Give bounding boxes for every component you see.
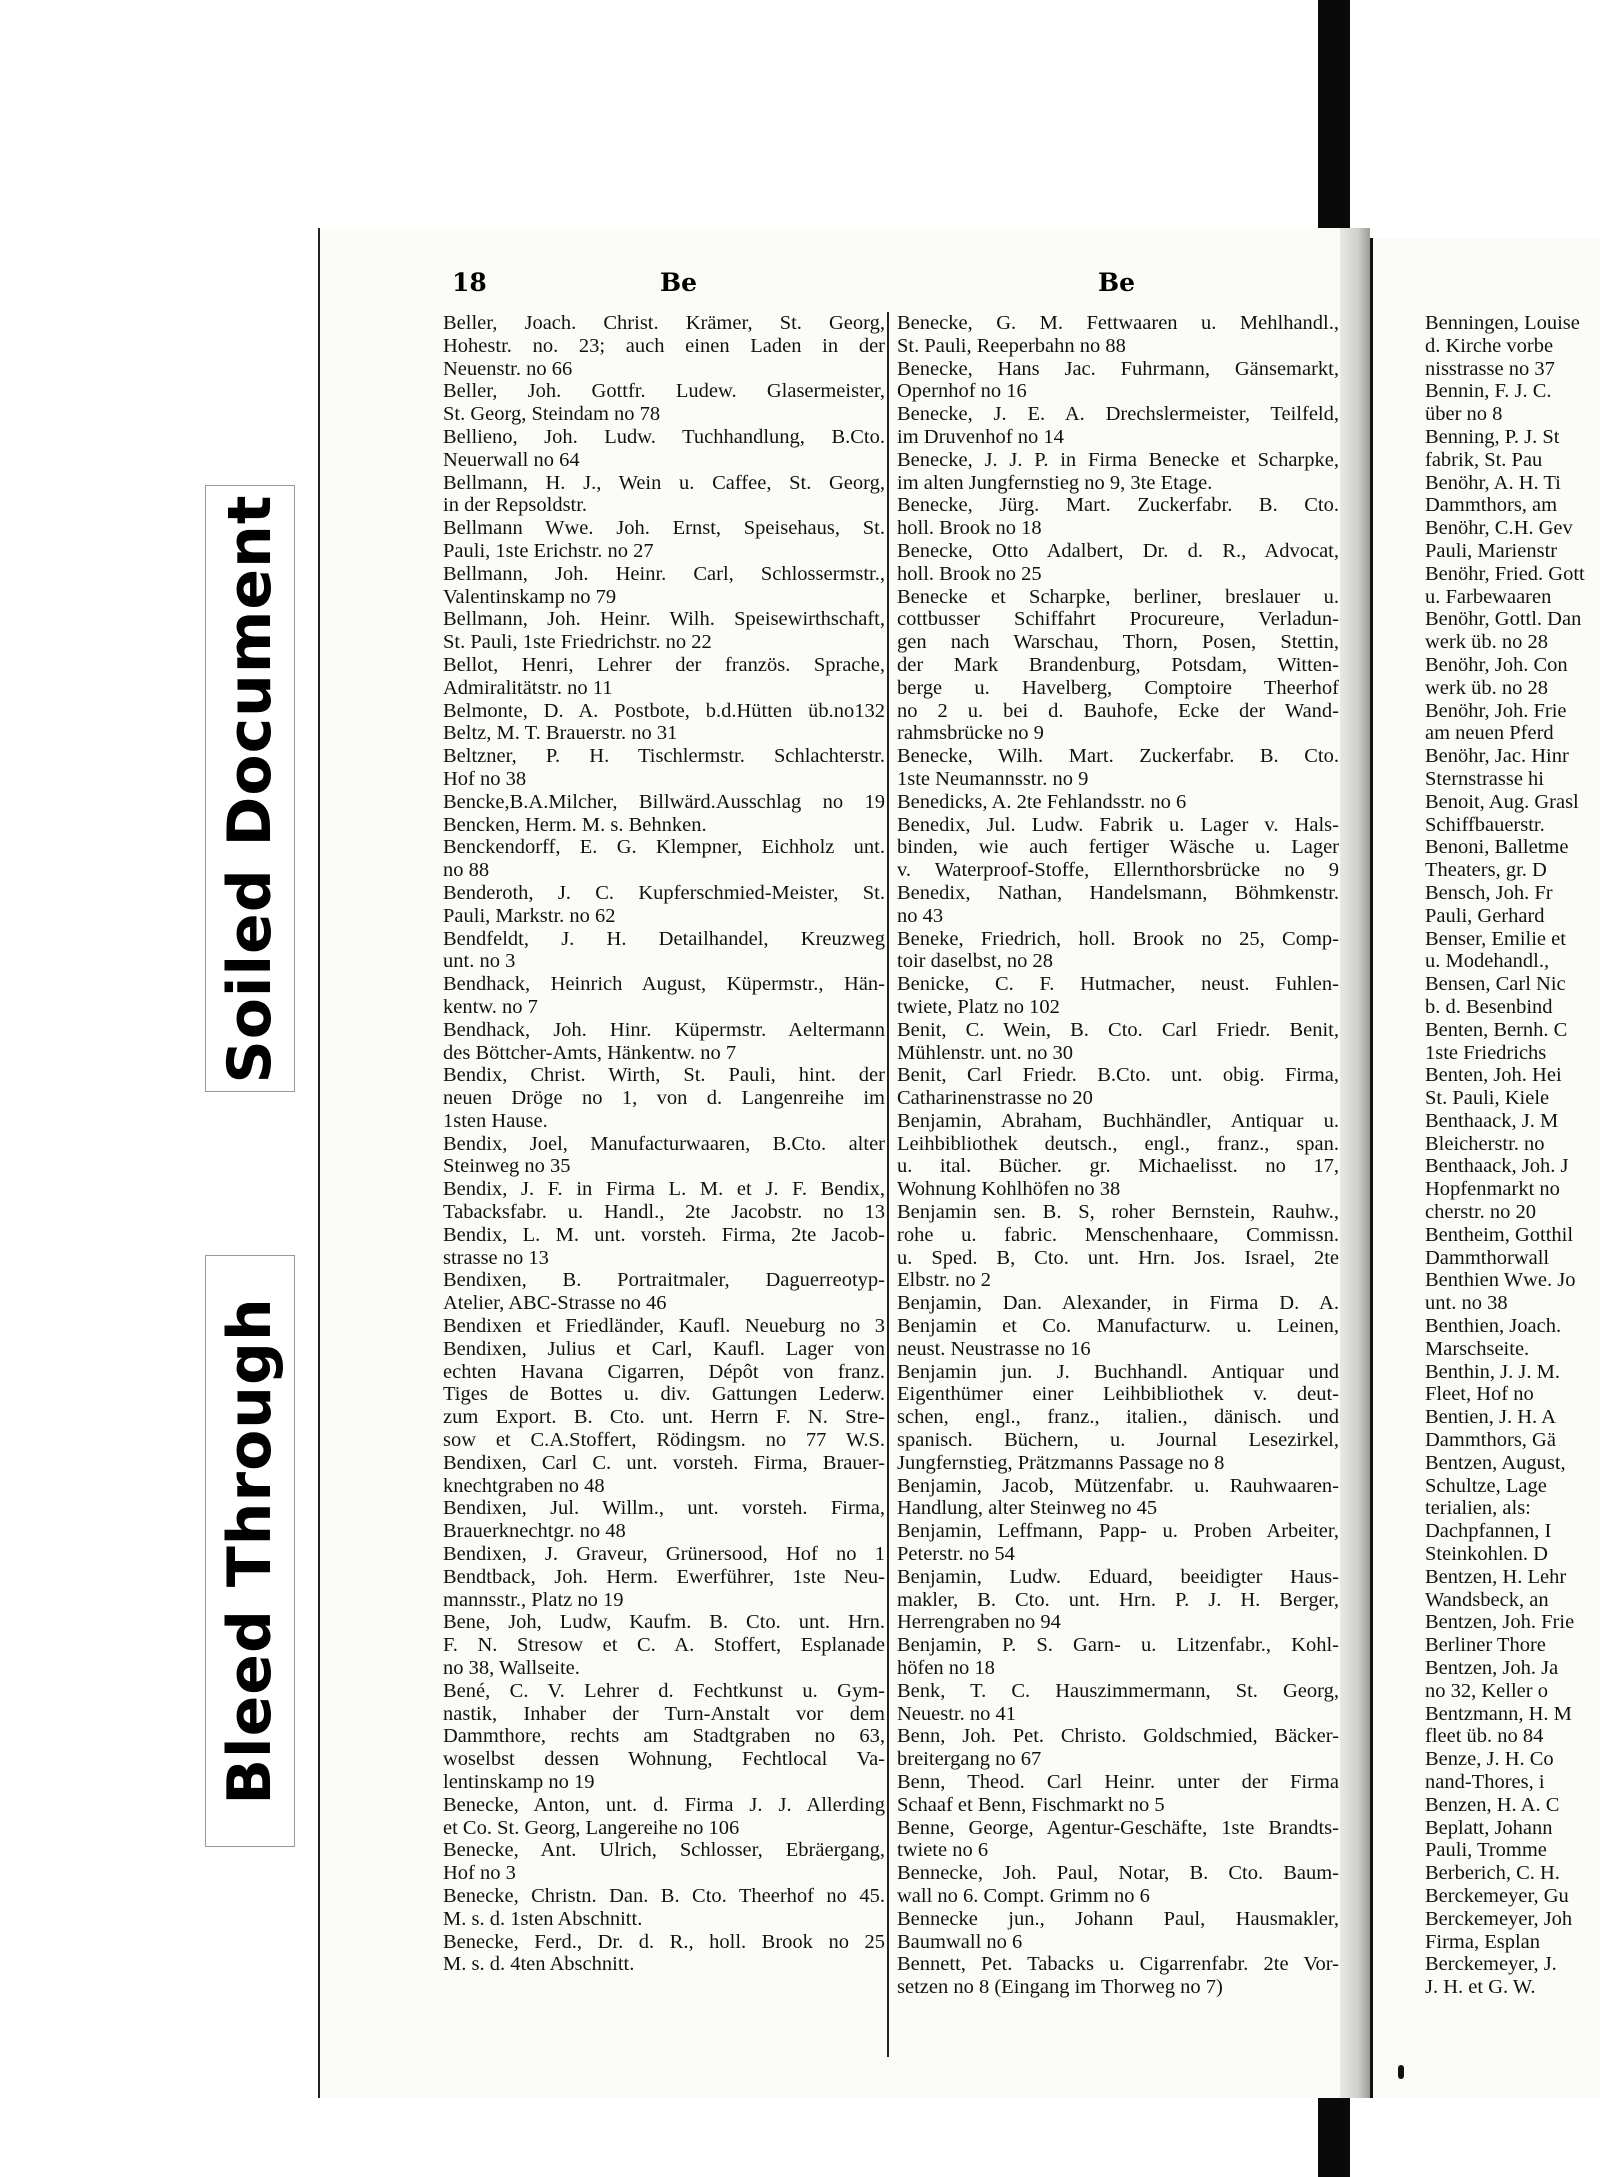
directory-entry-line: Steinweg no 35 bbox=[443, 1155, 571, 1178]
directory-entry-line: Benecke, J. J. P. in Firma Benecke et Scharpke, bbox=[897, 448, 1339, 471]
directory-entry-line: Benjamin et Co. Manufacturw. u. Leinen, bbox=[897, 1315, 1339, 1338]
directory-entry-line: Valentinskamp no 79 bbox=[443, 585, 617, 608]
directory-entry-line: Tiges de Bottes u. div. Gattungen Lederw. bbox=[443, 1383, 885, 1406]
directory-entry-line: Benjamin sen. B. S, roher Bernstein, Rauhw., bbox=[897, 1201, 1339, 1224]
directory-entry-line: Hof no 3 bbox=[443, 1862, 516, 1885]
directory-entry-line: in der Repsoldstr. bbox=[443, 494, 588, 517]
directory-entry-line: twiete no 6 bbox=[897, 1839, 989, 1862]
directory-entry-line: woselbst dessen Wohnung, Fechtlocal Va- bbox=[443, 1748, 885, 1771]
directory-entry-line: Dachpfannen, I bbox=[1425, 1520, 1552, 1543]
directory-entry-line: Bennin, F. J. C. bbox=[1425, 380, 1552, 403]
directory-entry-line: Bennecke, Joh. Paul, Notar, B. Cto. Baum- bbox=[897, 1862, 1339, 1885]
directory-entry-line: Benecke, Jürg. Mart. Zuckerfabr. B. Cto. bbox=[897, 494, 1339, 517]
directory-entry-line: binden, wie auch fertiger Wäsche u. Lager bbox=[897, 836, 1339, 859]
directory-entry-line: Benecke, G. M. Fettwaaren u. Mehlhandl., bbox=[897, 312, 1339, 334]
directory-entry-line: Dammthorwall bbox=[1425, 1246, 1550, 1269]
directory-entry-line: Benecke et Scharpke, berliner, breslauer u. bbox=[897, 585, 1339, 608]
directory-entry-line: Bendix, L. M. unt. vorsteh. Firma, 2te Jacob- bbox=[443, 1223, 885, 1246]
directory-entry-line: Benit, Carl Friedr. B.Cto. unt. obig. Firma, bbox=[897, 1064, 1339, 1087]
directory-entry-line: Bendixen et Friedländer, Kaufl. Neueburg no 3 bbox=[443, 1315, 885, 1338]
directory-entry-line: mannsstr., Platz no 19 bbox=[443, 1588, 624, 1611]
directory-entry-line: rohe u. fabric. Menschenhaare, Commissn. bbox=[897, 1223, 1339, 1246]
directory-entry-line: cottbusser Schiffahrt Procureure, Verladun- bbox=[897, 608, 1339, 631]
directory-entry-line: Bendixen, Jul. Willm., unt. vorsteh. Firma, bbox=[443, 1497, 885, 1520]
directory-entry-line: Neuerwall no 64 bbox=[443, 448, 580, 471]
directory-entry-line: Benser, Emilie et bbox=[1425, 927, 1566, 950]
directory-entry-line: Benöhr, A. H. Ti bbox=[1425, 471, 1561, 494]
directory-entry-line: no 43 bbox=[897, 904, 944, 927]
directory-entry-line: Schultze, Lage bbox=[1425, 1474, 1547, 1497]
directory-entry-line: Bellot, Henri, Lehrer der französ. Sprache, bbox=[443, 653, 885, 676]
directory-entry-line: Bentzen, H. Lehr bbox=[1425, 1565, 1567, 1588]
directory-entry-line: Benoit, Aug. Grasl bbox=[1425, 790, 1579, 813]
directory-entry-line: strasse no 13 bbox=[443, 1246, 549, 1269]
directory-entry-line: im Druvenhof no 14 bbox=[897, 425, 1064, 448]
running-head-left: Be bbox=[660, 268, 698, 297]
directory-entry-line: Bendfeldt, J. H. Detailhandel, Kreuzweg bbox=[443, 927, 885, 950]
soiled-document-text: Soiled Document bbox=[215, 493, 285, 1084]
directory-entry-line: Benderoth, J. C. Kupferschmied-Meister, St. bbox=[443, 881, 885, 904]
directory-entry-line: Neuenstr. no 66 bbox=[443, 357, 573, 380]
directory-entry-line: lentinskamp no 19 bbox=[443, 1771, 595, 1793]
directory-entry-line: Belmonte, D. A. Postbote, b.d.Hütten üb.no132 bbox=[443, 699, 885, 722]
directory-entry-line: Beltz, M. T. Brauerstr. no 31 bbox=[443, 722, 678, 745]
directory-entry-line: Pauli, Markstr. no 62 bbox=[443, 904, 616, 927]
directory-entry-line: Benecke, Christn. Dan. B. Cto. Theerhof no 45. bbox=[443, 1884, 885, 1907]
page-gutter bbox=[1340, 228, 1370, 2098]
directory-entry-line: Eigenthümer einer Leihbibliothek v. deut- bbox=[897, 1383, 1339, 1406]
directory-entry-line: Bendix, Christ. Wirth, St. Pauli, hint. der bbox=[443, 1064, 885, 1087]
directory-entry-line: Benn, Joh. Pet. Christo. Goldschmied, Bäcker- bbox=[897, 1725, 1339, 1748]
directory-entry-line: M. s. d. 1sten Abschnitt. bbox=[443, 1907, 643, 1930]
directory-entry-line: Admiralitätstr. no 11 bbox=[443, 676, 613, 699]
directory-entry-line: Benze, J. H. Co bbox=[1425, 1748, 1554, 1771]
directory-entry-line: berge u. Havelberg, Comptoire Theerhof bbox=[897, 676, 1339, 699]
directory-entry-line: makler, B. Cto. unt. Hrn. P. J. H. Berger, bbox=[897, 1588, 1339, 1611]
directory-entry-line: terialien, als: bbox=[1425, 1497, 1531, 1520]
column-divider bbox=[887, 312, 889, 2057]
directory-entry-line: Hopfenmarkt no bbox=[1425, 1178, 1560, 1201]
directory-entry-line: über no 8 bbox=[1425, 403, 1503, 426]
directory-entry-line: Bendix, Joel, Manufacturwaaren, B.Cto. alter bbox=[443, 1132, 885, 1155]
directory-entry-line: Beller, Joach. Christ. Krämer, St. Georg, bbox=[443, 312, 885, 334]
directory-entry-line: Bellmann, H. J., Wein u. Caffee, St. Georg, bbox=[443, 471, 885, 494]
directory-entry-line: setzen no 8 (Eingang im Thorweg no 7) bbox=[897, 1976, 1223, 1999]
directory-entry-line: Benedicks, A. 2te Fehlandsstr. no 6 bbox=[897, 790, 1187, 813]
directory-entry-line: werk üb. no 28 bbox=[1425, 676, 1548, 699]
directory-entry-line: Benjamin, Dan. Alexander, in Firma D. A. bbox=[897, 1292, 1339, 1315]
directory-entry-line: Benit, C. Wein, B. Cto. Carl Friedr. Benit, bbox=[897, 1018, 1339, 1041]
directory-entry-line: Peterstr. no 54 bbox=[897, 1543, 1015, 1566]
directory-entry-line: Beplatt, Johann bbox=[1425, 1816, 1553, 1839]
directory-entry-line: Benten, Joh. Hei bbox=[1425, 1064, 1562, 1087]
directory-entry-line: Bené, C. V. Lehrer d. Fechtkunst u. Gym- bbox=[443, 1679, 885, 1702]
directory-entry-line: b. d. Besenbind bbox=[1425, 995, 1553, 1018]
directory-entry-line: Benthaack, Joh. J bbox=[1425, 1155, 1569, 1178]
directory-entry-line: Dammthors, am bbox=[1425, 494, 1558, 517]
directory-entry-line: der Mark Brandenburg, Potsdam, Witten- bbox=[897, 653, 1339, 676]
soiled-document-label bbox=[205, 485, 295, 1092]
directory-entry-line: Dammthore, rechts am Stadtgraben no 63, bbox=[443, 1725, 885, 1748]
directory-entry-line: nastik, Inhaber der Turn-Anstalt vor dem bbox=[443, 1702, 885, 1725]
directory-entry-line: Bentzmann, H. M bbox=[1425, 1702, 1572, 1725]
bleed-through-label bbox=[205, 1255, 295, 1847]
directory-entry-line: spanisch. Büchern, u. Journal Lesezirkel, bbox=[897, 1429, 1339, 1452]
directory-entry-line: nand-Thores, i bbox=[1425, 1771, 1545, 1793]
directory-entry-line: Handlung, alter Steinweg no 45 bbox=[897, 1497, 1158, 1520]
directory-entry-line: Pauli, Gerhard bbox=[1425, 904, 1545, 927]
directory-entry-line: Bellmann Wwe. Joh. Ernst, Speisehaus, St. bbox=[443, 517, 885, 540]
directory-entry-line: 1sten Hause. bbox=[443, 1109, 548, 1132]
directory-entry-line: Beneke, Friedrich, holl. Brook no 25, Comp- bbox=[897, 927, 1339, 950]
directory-entry-line: Berckemeyer, Joh bbox=[1425, 1907, 1573, 1930]
directory-entry-line: Berberich, C. H. bbox=[1425, 1862, 1560, 1885]
directory-entry-line: Bendixen, J. Graveur, Grünersood, Hof no 1 bbox=[443, 1543, 885, 1566]
directory-entry-line: Hohestr. no. 23; auch einen Laden in der bbox=[443, 334, 885, 357]
directory-entry-line: Wohnung Kohlhöfen no 38 bbox=[897, 1178, 1121, 1201]
directory-entry-line: Benjamin jun. J. Buchhandl. Antiquar und bbox=[897, 1360, 1339, 1383]
directory-entry-line: fleet üb. no 84 bbox=[1425, 1725, 1544, 1748]
directory-entry-line: 1ste Friedrichs bbox=[1425, 1041, 1547, 1064]
directory-entry-line: Pauli, 1ste Erichstr. no 27 bbox=[443, 539, 654, 562]
directory-entry-line: im alten Jungfernstieg no 9, 3te Etage. bbox=[897, 471, 1213, 494]
directory-entry-line: knechtgraben no 48 bbox=[443, 1474, 605, 1497]
directory-entry-line: Bensen, Carl Nic bbox=[1425, 973, 1566, 996]
directory-entry-line: Bendixen, B. Portraitmaler, Daguerreotyp- bbox=[443, 1269, 885, 1292]
directory-entry-line: d. Kirche vorbe bbox=[1425, 334, 1554, 357]
directory-entry-line: Tabacksfabr. u. Handl., 2te Jacobstr. no 13 bbox=[443, 1201, 885, 1224]
directory-entry-line: no 2 u. bei d. Bauhofe, Ecke der Wand- bbox=[897, 699, 1339, 722]
directory-entry-line: echten Havana Cigarren, Dépôt von franz. bbox=[443, 1360, 885, 1383]
directory-entry-line: holl. Brook no 25 bbox=[897, 562, 1042, 585]
directory-entry-line: Schiffbauerstr. bbox=[1425, 813, 1545, 836]
directory-entry-line: no 38, Wallseite. bbox=[443, 1657, 580, 1680]
directory-entry-line: Baumwall no 6 bbox=[897, 1930, 1023, 1953]
directory-entry-line: Bencke,B.A.Milcher, Billwärd.Ausschlag no 19 bbox=[443, 790, 885, 813]
directory-entry-line: Pauli, Marienstr bbox=[1425, 539, 1558, 562]
directory-entry-line: Benedix, Jul. Ludw. Fabrik u. Lager v. Hals- bbox=[897, 813, 1339, 836]
directory-entry-line: Neuestr. no 41 bbox=[897, 1702, 1016, 1725]
directory-entry-line: Bellmann, Joh. Heinr. Wilh. Speisewirthschaft, bbox=[443, 608, 885, 631]
directory-entry-line: sow et C.A.Stoffert, Rödingsm. no 77 W.S. bbox=[443, 1429, 885, 1452]
directory-entry-line: Bendhack, Joh. Hinr. Küpermstr. Aeltermann bbox=[443, 1018, 885, 1041]
directory-entry-line: no 88 bbox=[443, 859, 490, 882]
directory-entry-line: Bentzen, August, bbox=[1425, 1451, 1566, 1474]
directory-entry-line: Benöhr, Fried. Gott bbox=[1425, 562, 1585, 585]
directory-entry-line: Bennecke jun., Johann Paul, Hausmakler, bbox=[897, 1907, 1339, 1930]
facing-page-column bbox=[1425, 312, 1600, 1999]
directory-entry-line: Bencken, Herm. M. s. Behnken. bbox=[443, 813, 707, 836]
directory-entry-line: Hof no 38 bbox=[443, 767, 527, 790]
directory-entry-line: u. Modehandl., bbox=[1425, 950, 1550, 973]
directory-entry-line: u. Sped. B, Cto. unt. Hrn. Jos. Israel, 2te bbox=[897, 1246, 1339, 1269]
directory-entry-line: Bendtback, Joh. Herm. Ewerführer, 1ste Neu- bbox=[443, 1565, 885, 1588]
directory-entry-line: Benecke, Ferd., Dr. d. R., holl. Brook no 25 bbox=[443, 1930, 885, 1953]
page-number: 18 bbox=[452, 268, 487, 297]
directory-entry-line: Mühlenstr. unt. no 30 bbox=[897, 1041, 1073, 1064]
directory-entry-line: J. H. et G. W. bbox=[1425, 1976, 1536, 1999]
directory-entry-line: holl. Brook no 18 bbox=[897, 517, 1042, 540]
directory-entry-line: zum Export. B. Cto. unt. Herrn F. N. Stre- bbox=[443, 1406, 885, 1429]
directory-entry-line: Catharinenstrasse no 20 bbox=[897, 1087, 1093, 1110]
directory-entry-line: kentw. no 7 bbox=[443, 995, 538, 1018]
directory-entry-line: twiete, Platz no 102 bbox=[897, 995, 1060, 1018]
directory-entry-line: Benthien Wwe. Jo bbox=[1425, 1269, 1576, 1292]
directory-entry-line: Schaaf et Benn, Fischmarkt no 5 bbox=[897, 1793, 1165, 1816]
directory-entry-line: St. Pauli, Kiele bbox=[1425, 1087, 1550, 1110]
directory-entry-line: Benjamin, Abraham, Buchhändler, Antiquar u. bbox=[897, 1109, 1339, 1132]
directory-entry-line: St. Pauli, 1ste Friedrichstr. no 22 bbox=[443, 631, 712, 654]
directory-column-right bbox=[897, 312, 1339, 1999]
directory-entry-line: Bensch, Joh. Fr bbox=[1425, 881, 1553, 904]
directory-entry-line: Benn, Theod. Carl Heinr. unter der Firma bbox=[897, 1771, 1339, 1793]
directory-entry-line: Benjamin, Ludw. Eduard, beeidigter Haus- bbox=[897, 1565, 1339, 1588]
directory-entry-line: Bennett, Pet. Tabacks u. Cigarrenfabr. 2te Vor- bbox=[897, 1953, 1339, 1976]
directory-entry-line: Beller, Joh. Gottfr. Ludew. Glasermeister, bbox=[443, 380, 885, 403]
directory-entry-line: breitergang no 67 bbox=[897, 1748, 1042, 1771]
directory-entry-line: Bendixen, Carl C. unt. vorsteh. Firma, Brauer- bbox=[443, 1451, 885, 1474]
directory-entry-line: Benningen, Louise bbox=[1425, 312, 1580, 334]
directory-entry-line: St. Georg, Steindam no 78 bbox=[443, 403, 661, 426]
directory-entry-line: Benecke, J. E. A. Drechslermeister, Teilfeld, bbox=[897, 403, 1339, 426]
directory-entry-line: Benöhr, Gottl. Dan bbox=[1425, 608, 1582, 631]
directory-entry-line: des Böttcher-Amts, Hänkentw. no 7 bbox=[443, 1041, 737, 1064]
bleed-through-text: Bleed Through bbox=[215, 1297, 285, 1805]
directory-entry-line: gen nach Warschau, Thorn, Posen, Stettin, bbox=[897, 631, 1339, 654]
directory-entry-line: Beltzner, P. H. Tischlermstr. Schlachterstr. bbox=[443, 745, 885, 768]
directory-entry-line: Bendixen, Julius et Carl, Kaufl. Lager von bbox=[443, 1337, 885, 1360]
directory-entry-line: Brauerknechtgr. no 48 bbox=[443, 1520, 626, 1543]
directory-entry-line: am neuen Pferd bbox=[1425, 722, 1554, 745]
directory-entry-line: Steinkohlen. D bbox=[1425, 1543, 1548, 1566]
directory-entry-line: u. Farbewaaren bbox=[1425, 585, 1552, 608]
directory-entry-line: Benten, Bernh. C bbox=[1425, 1018, 1568, 1041]
directory-entry-line: Jungfernstieg, Prätzmanns Passage no 8 bbox=[897, 1451, 1225, 1474]
directory-entry-line: Benthin, J. J. M. bbox=[1425, 1360, 1560, 1383]
directory-entry-line: Benicke, C. F. Hutmacher, neust. Fuhlen- bbox=[897, 973, 1339, 996]
directory-entry-line: Bentzen, Joh. Ja bbox=[1425, 1657, 1559, 1680]
directory-entry-line: Benöhr, Joh. Frie bbox=[1425, 699, 1567, 722]
directory-entry-line: Benedix, Nathan, Handelsmann, Böhmkenstr. bbox=[897, 881, 1339, 904]
directory-entry-line: werk üb. no 28 bbox=[1425, 631, 1548, 654]
directory-entry-line: Bellmann, Joh. Heinr. Carl, Schlossermstr., bbox=[443, 562, 885, 585]
directory-entry-line: F. N. Stresow et C. A. Stoffert, Esplanade bbox=[443, 1634, 885, 1657]
directory-entry-line: Herrengraben no 94 bbox=[897, 1611, 1061, 1634]
directory-entry-line: Wandsbeck, an bbox=[1425, 1588, 1549, 1611]
directory-entry-line: Berliner Thore bbox=[1425, 1634, 1546, 1657]
directory-entry-line: Benk, T. C. Hauszimmermann, St. Georg, bbox=[897, 1679, 1339, 1702]
directory-entry-line: Bellieno, Joh. Ludw. Tuchhandlung, B.Cto. bbox=[443, 425, 885, 448]
directory-entry-line: v. Waterproof-Stoffe, Ellernthorsbrücke no 9 bbox=[897, 859, 1339, 882]
directory-entry-line: Benjamin, Leffmann, Papp- u. Proben Arbeiter, bbox=[897, 1520, 1339, 1543]
directory-entry-line: nisstrasse no 37 bbox=[1425, 357, 1555, 380]
directory-entry-line: Benning, P. J. St bbox=[1425, 425, 1560, 448]
directory-entry-line: M. s. d. 4ten Abschnitt. bbox=[443, 1953, 635, 1976]
directory-entry-line: Benckendorff, E. G. Klempner, Eichholz unt. bbox=[443, 836, 885, 859]
directory-entry-line: schen, engl., franz., italien., dänisch. und bbox=[897, 1406, 1339, 1429]
directory-entry-line: fabrik, St. Pau bbox=[1425, 448, 1543, 471]
directory-entry-line: Benöhr, C.H. Gev bbox=[1425, 517, 1573, 540]
directory-entry-line: Bendhack, Heinrich August, Küpermstr., Hän- bbox=[443, 973, 885, 996]
directory-entry-line: Benne, George, Agentur-Geschäfte, 1ste Brandts- bbox=[897, 1816, 1339, 1839]
directory-entry-line: Bene, Joh, Ludw, Kaufm. B. Cto. unt. Hrn. bbox=[443, 1611, 885, 1634]
directory-entry-line: unt. no 38 bbox=[1425, 1292, 1508, 1315]
directory-entry-line: Benthaack, J. M bbox=[1425, 1109, 1559, 1132]
directory-entry-line: Bentzen, Joh. Frie bbox=[1425, 1611, 1575, 1634]
directory-entry-line: Benöhr, Jac. Hinr bbox=[1425, 745, 1569, 768]
directory-entry-line: Benecke, Anton, unt. d. Firma J. J. Allerding bbox=[443, 1793, 885, 1816]
directory-entry-line: Benöhr, Joh. Con bbox=[1425, 653, 1568, 676]
directory-entry-line: Pauli, Tromme bbox=[1425, 1839, 1547, 1862]
directory-entry-line: Benjamin, Jacob, Mützenfabr. u. Rauhwaaren- bbox=[897, 1474, 1339, 1497]
directory-entry-line: Atelier, ABC-Strasse no 46 bbox=[443, 1292, 667, 1315]
directory-entry-line: Firma, Esplan bbox=[1425, 1930, 1541, 1953]
directory-entry-line: Theaters, gr. D bbox=[1425, 859, 1547, 882]
directory-entry-line: neuen Dröge no 1, von d. Langenreihe im bbox=[443, 1087, 885, 1110]
directory-entry-line: Benecke, Otto Adalbert, Dr. d. R., Advocat, bbox=[897, 539, 1339, 562]
directory-entry-line: rahmsbrücke no 9 bbox=[897, 722, 1044, 745]
directory-entry-line: Bentien, J. H. A bbox=[1425, 1406, 1556, 1429]
directory-entry-line: Dammthors, Gä bbox=[1425, 1429, 1556, 1452]
directory-entry-line: unt. no 3 bbox=[443, 950, 516, 973]
directory-entry-line: Elbstr. no 2 bbox=[897, 1269, 991, 1292]
directory-entry-line: Fleet, Hof no bbox=[1425, 1383, 1534, 1406]
directory-entry-line: Bendix, J. F. in Firma L. M. et J. F. Bendix, bbox=[443, 1178, 885, 1201]
directory-entry-line: 1ste Neumannsstr. no 9 bbox=[897, 767, 1089, 790]
directory-entry-line: Benjamin, P. S. Garn- u. Litzenfabr., Kohl- bbox=[897, 1634, 1339, 1657]
directory-entry-line: wall no 6. Compt. Grimm no 6 bbox=[897, 1884, 1150, 1907]
directory-column-left bbox=[443, 312, 885, 1976]
directory-entry-line: et Co. St. Georg, Langereihe no 106 bbox=[443, 1816, 740, 1839]
directory-entry-line: Leihbibliothek deutsch., engl., franz., span. bbox=[897, 1132, 1339, 1155]
directory-entry-line: Benecke, Wilh. Mart. Zuckerfabr. B. Cto. bbox=[897, 745, 1339, 768]
directory-entry-line: Benthien, Joach. bbox=[1425, 1315, 1562, 1338]
directory-entry-line: Marschseite. bbox=[1425, 1337, 1530, 1360]
directory-entry-line: Benecke, Ant. Ulrich, Schlosser, Ebräergang, bbox=[443, 1839, 885, 1862]
directory-entry-line: no 32, Keller o bbox=[1425, 1679, 1548, 1702]
directory-entry-line: St. Pauli, Reeperbahn no 88 bbox=[897, 334, 1126, 357]
directory-entry-line: Berckemeyer, Gu bbox=[1425, 1884, 1569, 1907]
directory-entry-line: Benecke, Hans Jac. Fuhrmann, Gänsemarkt, bbox=[897, 357, 1339, 380]
directory-entry-line: u. ital. Bücher. gr. Michaelisst. no 17, bbox=[897, 1155, 1339, 1178]
directory-entry-line: Bleicherstr. no bbox=[1425, 1132, 1545, 1155]
ink-mark bbox=[1398, 2065, 1404, 2079]
directory-entry-line: Benoni, Balletme bbox=[1425, 836, 1569, 859]
directory-entry-line: Benzen, H. A. C bbox=[1425, 1793, 1560, 1816]
directory-entry-line: höfen no 18 bbox=[897, 1657, 995, 1680]
directory-entry-line: cherstr. no 20 bbox=[1425, 1201, 1537, 1224]
directory-entry-line: toir daselbst, no 28 bbox=[897, 950, 1054, 973]
directory-entry-line: Berckemeyer, J. bbox=[1425, 1953, 1557, 1976]
directory-entry-line: Opernhof no 16 bbox=[897, 380, 1027, 403]
directory-entry-line: Bentheim, Gotthil bbox=[1425, 1223, 1574, 1246]
directory-entry-line: Sternstrasse hi bbox=[1425, 767, 1544, 790]
running-head-right: Be bbox=[1098, 268, 1136, 297]
directory-entry-line: neust. Neustrasse no 16 bbox=[897, 1337, 1091, 1360]
